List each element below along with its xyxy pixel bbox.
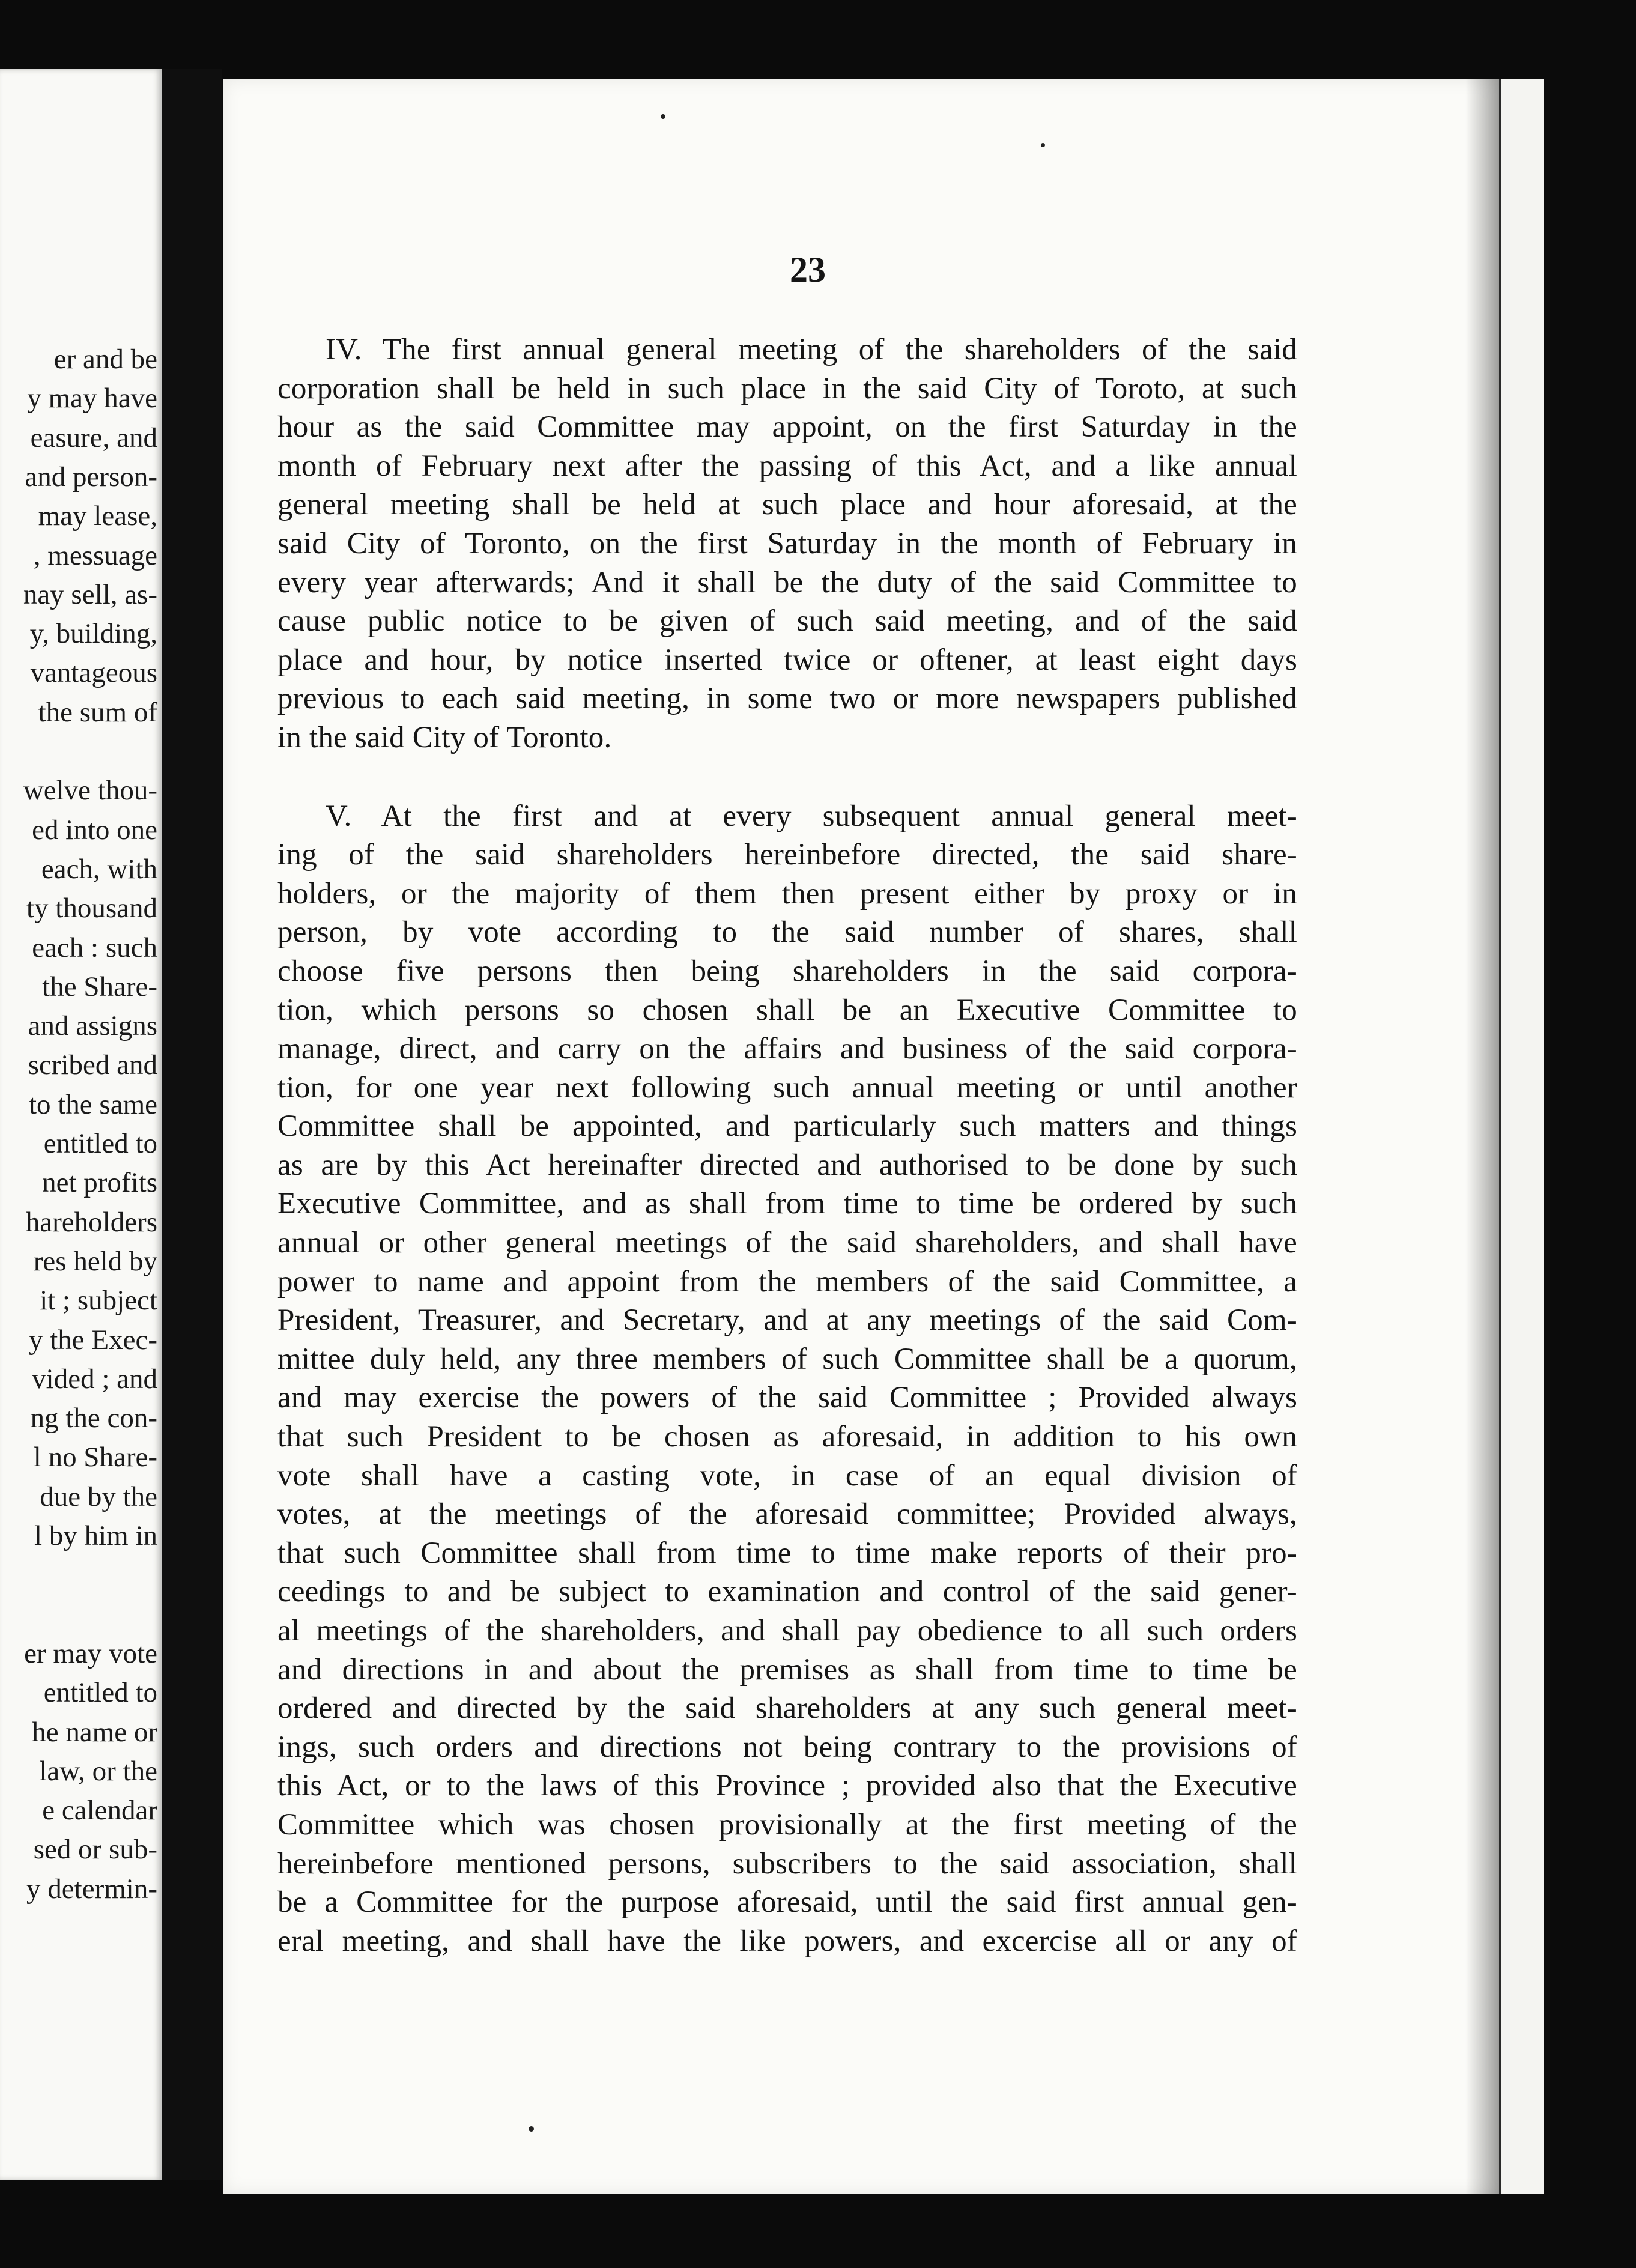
left-page-line: easure, and — [30, 422, 157, 453]
text-line: President, Treasurer, and Secretary, and at any meetings of the said Com- — [277, 1303, 1297, 1338]
text-line: said City of Toronto, on the first Saturday in the month of February in — [277, 526, 1297, 560]
text-line: holders, or the majority of them then present either by proxy or in — [277, 876, 1297, 911]
text-line: votes, at the meetings of the aforesaid committee; Provided always, — [277, 1497, 1297, 1532]
text-line: annual or other general meetings of the said shareholders, and shall have — [277, 1226, 1297, 1260]
ink-speck — [661, 114, 665, 119]
left-page-line: to the same — [28, 1088, 157, 1120]
text-line: every year afterwards; And it shall be the duty of the said Committee to — [277, 565, 1297, 599]
left-page-line: y, building, — [29, 618, 157, 650]
text-line: tion, which persons so chosen shall be an Executive Committee to — [277, 993, 1297, 1027]
text-line: as are by this Act hereinafter directed and authorised to be done by such — [277, 1148, 1297, 1182]
left-page-line: the sum of — [38, 696, 157, 728]
ink-speck — [529, 2126, 534, 2132]
left-page-line: er and be — [53, 344, 157, 375]
left-page-line: and person- — [25, 461, 157, 493]
left-page-line: each : such — [32, 932, 157, 963]
left-page-line: ng the con- — [30, 1402, 157, 1434]
text-line: hereinbefore mentioned persons, subscribers to the said association, shall — [277, 1846, 1297, 1881]
text-line: corporation shall be held in such place in the said City of Toroto, at such — [277, 371, 1297, 405]
left-page-line: law, or the — [39, 1755, 157, 1787]
book-gutter — [162, 69, 222, 2180]
right-page-edge — [1499, 79, 1544, 2194]
text-line: cause public notice to be given of such said meeting, and of the said — [277, 604, 1297, 638]
left-page-line: ed into one — [32, 814, 157, 846]
text-line: place and hour, by notice inserted twice or oftener, at least eight days — [277, 643, 1297, 677]
text-line: person, by vote according to the said number of shares, shall — [277, 915, 1297, 950]
left-page-line: l by him in — [34, 1520, 157, 1551]
ink-speck — [1041, 143, 1045, 147]
text-line: manage, direct, and carry on the affairs and business of the said corpora- — [277, 1032, 1297, 1066]
text-line: be a Committee for the purpose aforesaid, until the said first annual gen- — [277, 1885, 1297, 1920]
left-page-line: ty thousand — [26, 893, 157, 924]
left-page-line: scribed and — [28, 1049, 157, 1081]
text-line: general meeting shall be held at such place and hour aforesaid, at the — [277, 488, 1297, 522]
text-line: previous to each said meeting, in some two or more newspapers published — [277, 682, 1297, 716]
left-page-line: sed or sub- — [33, 1834, 157, 1866]
left-page-line: he name or — [32, 1716, 157, 1748]
text-line: in the said City of Toronto. — [277, 720, 612, 754]
paragraph-iv — [277, 330, 1297, 757]
left-page-line: may lease, — [38, 500, 157, 532]
text-line: hour as the said Committee may appoint, on the first Saturday in the — [277, 410, 1297, 444]
left-page-line: it ; subject — [40, 1285, 157, 1317]
text-line: Executive Committee, and as shall from time to time be ordered by such — [277, 1187, 1297, 1221]
text-line: and directions in and about the premises as shall from time to time be — [277, 1652, 1297, 1687]
left-page-line: y determin- — [26, 1873, 157, 1905]
text-line: al meetings of the shareholders, and shall pay obedience to all such orders — [277, 1614, 1297, 1648]
page-edge-shadow — [1465, 79, 1499, 2194]
left-page-line: , messuage — [33, 539, 157, 571]
text-line: V. At the first and at every subsequent annual general meet- — [326, 799, 1297, 833]
text-line: power to name and appoint from the members of the said Committee, a — [277, 1264, 1297, 1299]
left-page-fragment — [0, 69, 162, 2180]
left-page-line: hareholders — [25, 1206, 157, 1238]
left-page-line: net profits — [42, 1167, 157, 1199]
paragraph-v — [277, 797, 1297, 1961]
text-line: month of February next after the passing of this Act, and a like annual — [277, 449, 1297, 483]
page-number: 23 — [790, 250, 826, 290]
text-line: mittee duly held, any three members of such Committee shall be a quorum, — [277, 1342, 1297, 1376]
text-line: vote shall have a casting vote, in case of an equal division of — [277, 1458, 1297, 1493]
text-line: choose five persons then being shareholders in the said corpora- — [277, 954, 1297, 988]
text-line: Committee which was chosen provisionally at the first meeting of the — [277, 1807, 1297, 1842]
left-page-line: vantageous — [30, 657, 157, 689]
text-line: this Act, or to the laws of this Province ; provided also that the Executive — [277, 1769, 1297, 1803]
text-line: tion, for one year next following such annual meeting or until another — [277, 1070, 1297, 1105]
text-line: eral meeting, and shall have the like powers, and excercise all or any of — [277, 1924, 1297, 1958]
left-page-line: the Share- — [42, 971, 157, 1002]
left-page-line: due by the — [40, 1481, 157, 1512]
text-line: ceedings to and be subject to examination and control of the said gener- — [277, 1575, 1297, 1609]
left-page-line: er may vote — [24, 1637, 157, 1669]
left-page-line: l no Share- — [33, 1442, 157, 1473]
left-page-line: vided ; and — [32, 1363, 157, 1395]
text-line: ordered and directed by the said shareholders at any such general meet- — [277, 1691, 1297, 1726]
left-page-line: y may have — [27, 383, 157, 414]
left-page-line: welve thou- — [23, 775, 157, 807]
left-page-line: entitled to — [43, 1128, 157, 1159]
text-line: ings, such orders and directions not being contrary to the provisions of — [277, 1730, 1297, 1764]
text-line: that such President to be chosen as aforesaid, in addition to his own — [277, 1420, 1297, 1454]
text-line: ing of the said shareholders hereinbefore directed, the said share- — [277, 838, 1297, 872]
text-line: IV. The first annual general meeting of the shareholders of the said — [326, 333, 1297, 366]
left-page-line: y the Exec- — [28, 1324, 157, 1356]
left-page-line: each, with — [41, 853, 157, 885]
text-line: and may exercise the powers of the said Committee ; Provided always — [277, 1381, 1297, 1415]
left-page-line: entitled to — [43, 1677, 157, 1709]
left-page-line: and assigns — [28, 1010, 157, 1042]
text-line: that such Committee shall from time to time make reports of their pro- — [277, 1536, 1297, 1570]
text-line: Committee shall be appointed, and particularly such matters and things — [277, 1109, 1297, 1144]
left-page-line: e calendar — [42, 1795, 157, 1827]
body-text — [277, 330, 1297, 1960]
left-page-line: nay sell, as- — [23, 578, 157, 610]
left-page-line: res held by — [33, 1245, 157, 1277]
